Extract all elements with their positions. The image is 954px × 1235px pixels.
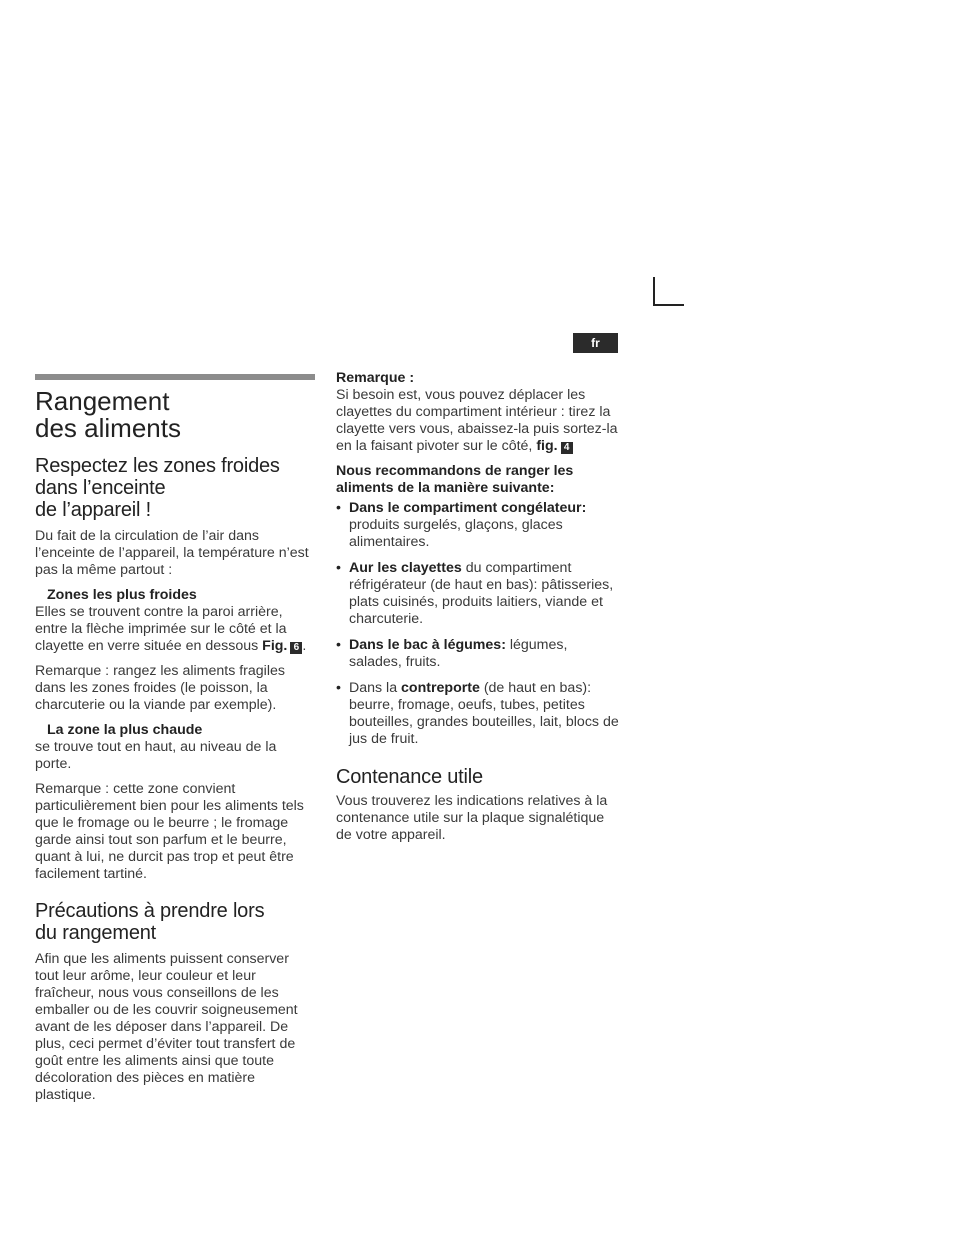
page-title-line1: Rangement: [35, 386, 170, 416]
list-item-text: produits surgelés, glaçons, glaces alimentaires.: [349, 517, 563, 550]
remark-text: Si besoin est, vous pouvez déplacer les clayettes du compartiment intérieur : tirez la clayette vers vous, abaissez-la puis sortez-la en la faisant pivoter sur le côté,: [336, 387, 618, 454]
list-item-text: légumes, salades, fruits.: [349, 637, 568, 670]
figure-number-badge: 4: [561, 442, 573, 454]
page-title-line2: des aliments: [35, 413, 181, 443]
language-tab: fr: [573, 333, 618, 353]
list-item: [336, 637, 620, 671]
intro-paragraph: Du fait de la circulation de l’air dans l’enceinte de l’appareil, la température n’est pas la même partout :: [35, 528, 309, 578]
figure-number-badge: 6: [290, 642, 302, 654]
crop-mark-horizontal: [653, 304, 684, 306]
heading-line: dans l’enceinte: [35, 477, 166, 499]
list-item-bold: Dans le compartiment congélateur:: [349, 500, 587, 516]
warm-zone-paragraph: se trouve tout en haut, au niveau de la porte.: [35, 739, 277, 772]
heading-line: du rangement: [35, 922, 157, 944]
crop-mark-vertical: [653, 277, 655, 306]
figure-reference-label: Fig.: [262, 638, 288, 654]
warm-zone-subheading: La zone la plus chaude: [47, 722, 203, 738]
list-item: [336, 560, 620, 628]
title-rule: [35, 374, 315, 380]
recommend-title: Nous recommandons de ranger les aliments de la manière suivante:: [336, 463, 574, 496]
list-item: [336, 680, 620, 748]
list-item-prefix: Dans la: [349, 680, 402, 696]
right-column: [336, 370, 620, 852]
precautions-paragraph: Afin que les aliments puissent conserver tout leur arôme, leur couleur et leur fraîcheur, nous vous conseillons de les emballer ou de les couvrir soigneusement avant de les déposer dans l’appareil. De plus, ceci permet d’éviter tout transfert de goût entre les aliments ainsi que toute décoloration des pièces en matière plastique.: [35, 951, 298, 1103]
heading-line: de l’appareil !: [35, 499, 151, 521]
list-item: [336, 500, 620, 551]
heading-line: Précautions à prendre lors: [35, 900, 265, 922]
page-title: [35, 388, 315, 442]
figure-reference-label: fig.: [536, 438, 558, 454]
heading-line: Respectez les zones froides: [35, 455, 280, 477]
cold-zone-paragraph: Elles se trouvent contre la paroi arrière, entre la flèche imprimée sur le côté et la clayette en verre située en dessous Fig. 6 .: [35, 604, 307, 654]
list-item-bold: contreporte: [401, 680, 480, 696]
list-item-bold: Dans le bac à légumes:: [349, 637, 506, 653]
remark-title: Remarque :: [336, 370, 415, 386]
cold-zone-subheading: Zones les plus froides: [47, 587, 197, 603]
storage-list: [336, 500, 620, 748]
section-heading-capacity: Contenance utile: [336, 766, 483, 788]
left-column: [35, 374, 315, 1112]
list-item-text: du compartiment réfrigérateur (de haut en bas): pâtisseries, plats cuisinés, produits laitiers, viande et charcuterie.: [349, 560, 614, 627]
warm-zone-note: Remarque : cette zone convient particulièrement bien pour les aliments tels que le fromage ou le beurre ; le fromage garde ainsi tout son parfum et le beurre, quant à lui, ne durcit pas trop et peut être facilement tartiné.: [35, 781, 304, 882]
cold-zone-text: Elles se trouvent contre la paroi arrière, entre la flèche imprimée sur le côté et la clayette en verre située en dessous: [35, 604, 287, 654]
capacity-paragraph: Vous trouverez les indications relatives à la contenance utile sur la plaque signalétique de votre appareil.: [336, 793, 608, 843]
section-heading-precautions: [35, 900, 315, 944]
remark-paragraph: [336, 387, 620, 455]
section-heading-cold-zones: [35, 455, 315, 521]
list-item-bold: Aur les clayettes: [349, 560, 462, 576]
cold-zone-note: Remarque : rangez les aliments fragiles dans les zones froides (le poisson, la charcuterie ou la viande par exemple).: [35, 663, 285, 713]
list-item-text: (de haut en bas): beurre, fromage, oeufs, tubes, petites bouteilles, grandes bouteilles, lait, blocs de jus de fruit.: [349, 680, 619, 747]
